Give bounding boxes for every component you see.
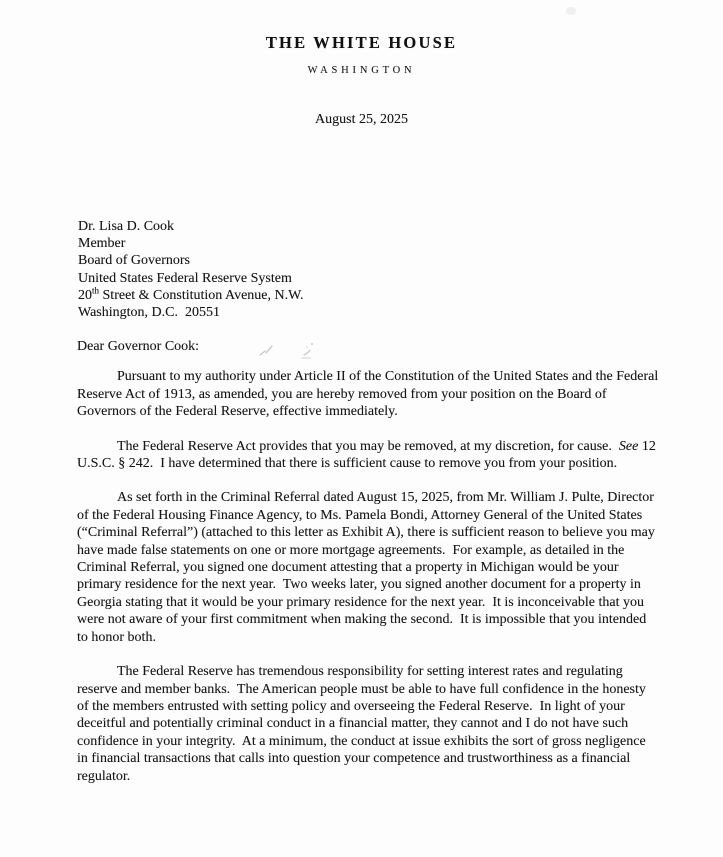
text-segment: Street & Constitution Avenue, N.W. [99,287,304,303]
text-segment: 20 [78,287,92,303]
text-segment: The Federal Reserve Act provides that you may be removed, at my discretion, for cause. [117,438,619,454]
text-segment: Dr. Lisa D. Cook [78,219,175,234]
text-segment: Board of Governors [78,253,190,269]
recipient-line [78,287,304,304]
letter-body [77,338,660,802]
text-segment: Member [78,236,126,252]
recipient-line [78,270,304,287]
text-segment: The Federal Reserve has tremendous responsibility for setting interest rates and regulating reserve and member banks. The American people must be able to have full confidence in the honesty of the members entrusted with setting policy and overseeing the Federal Reserve. In light of your deceitful and potentially criminal conduct in a financial matter, they cannot and I do not have such confidence in your integrity. At a minimum, the conduct at issue exhibits the sort of gross negligence in financial transactions that calls into question your competence and trustworthiness as a financial regulator. [77,664,650,784]
scan-corner-smudge [566,7,576,15]
letterhead-subtitle: WASHINGTON [307,65,416,76]
text-segment: United States Federal Reserve System [78,270,292,286]
letter-date: August 25, 2025 [315,112,408,127]
letter-paragraph [77,438,660,473]
paragraphs-container [77,368,660,785]
text-segment: See [618,438,639,454]
text-segment: As set forth in the Criminal Referral dated August 15, 2025, from Mr. William J. Pulte, Director of the Federal Housing Finance Agency, to Ms. Pamela Bondi, Attorney General of the United States (“Criminal Referral”) (attached to this letter as Exhibit A), there is sufficient reason to believe you may have made false statements on one or more mortgage agreements. For example, as detailed in the Criminal Referral, you signed one document attesting that a property in Michigan would be your primary residence for the next year. Two weeks later, you signed another document for a property in Georgia stating that it would be your primary residence for the next year. It is inconceivable that you were not aware of your first commitment when making the second. It is impossible that you intended to honor both. [77,490,659,645]
letterhead [0,33,723,76]
letter-paragraph [77,368,660,420]
text-segment: Washington, D.C. 20551 [78,305,220,321]
recipient-line [78,252,304,269]
text-segment: 12 U.S.C. § 242. I have determined that there is sufficient cause to remove you from your position. [77,438,660,472]
text-segment: Pursuant to my authority under Article II of the Constitution of the United States and the Federal Reserve Act of 1913, as amended, you are hereby removed from your position on the Board of Governors of the Federal Reserve, effective immediately. [77,369,662,420]
letterhead-title: THE WHITE HOUSE [265,33,458,52]
recipient-line [78,218,304,235]
text-segment: th [92,285,100,296]
letter-paragraph [77,663,660,785]
letter-paragraph [77,489,660,646]
recipient-line [78,304,304,321]
salutation: Dear Governor Cook: [77,339,200,354]
recipient-address [78,218,304,321]
recipient-line [78,235,304,252]
